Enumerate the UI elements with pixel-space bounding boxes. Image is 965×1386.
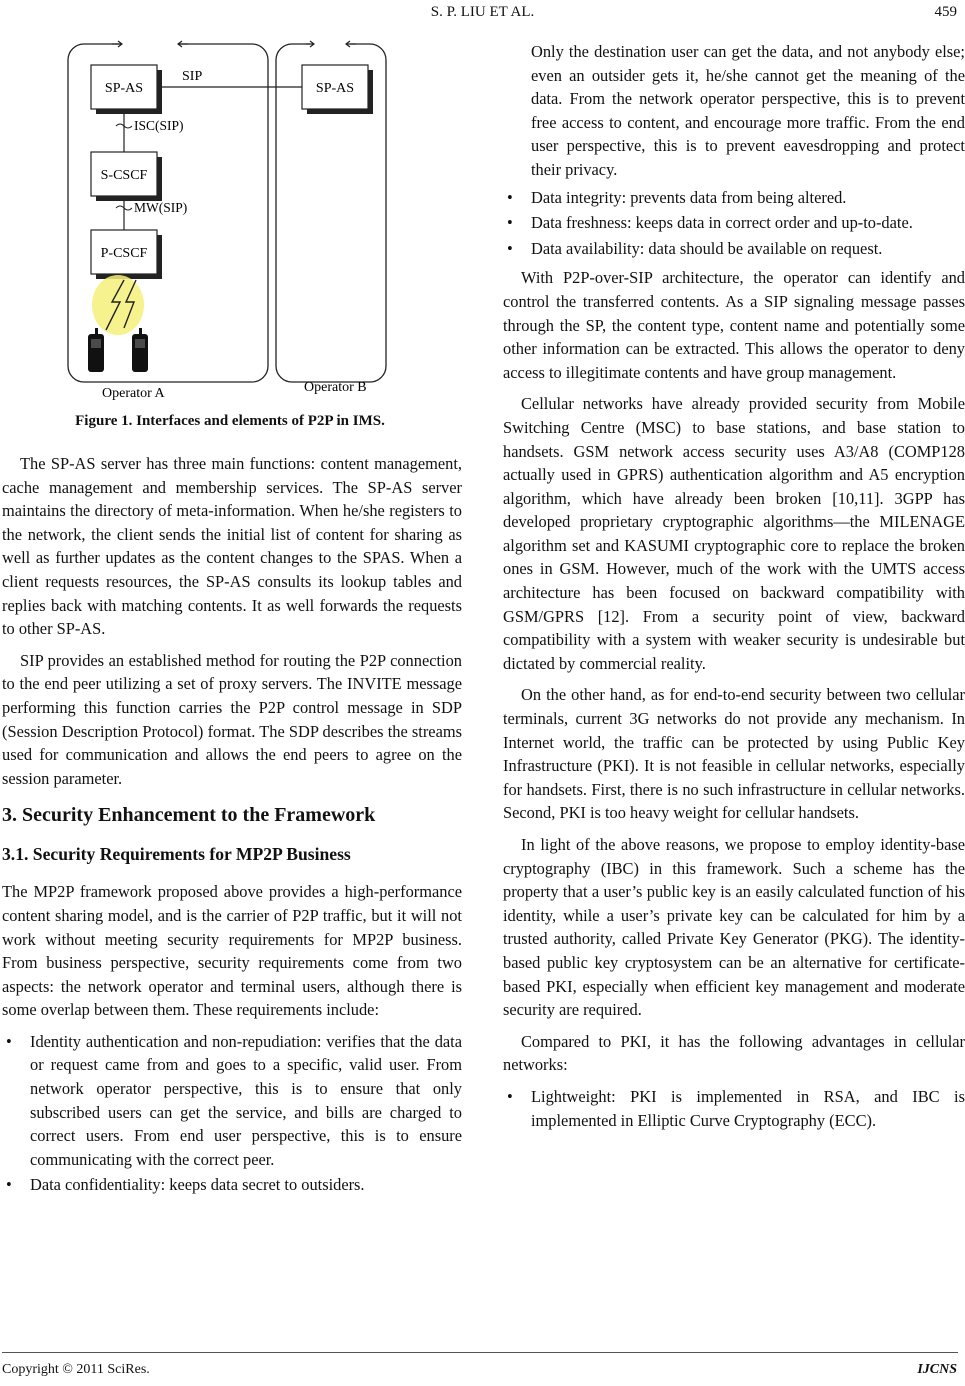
- journal-name: IJCNS: [917, 1362, 957, 1377]
- paragraph: On the other hand, as for end-to-end security between two cellular terminals, current 3G networks do not provide any mechanism. In Internet world, the traffic can be protected by using Public Key Infrastructure (PKI). It is not feasible in cellular networks, especially for handsets. First, there is no such infrastructure in cellular networks. Second, PKI is too heavy weight for cellular handsets.: [503, 685, 965, 823]
- spas-b-label: SP-AS: [315, 81, 355, 96]
- isc-label: ISC(SIP): [134, 118, 184, 133]
- list-item: • Data availability: data should be available on request.: [503, 237, 965, 261]
- paragraph: The MP2P framework proposed above provides a high-performance content sharing model, and is the carrier of P2P traffic, but it will not work without meeting security requirements for MP2P business. From business perspective, security requirements come from two aspects: the network operator and terminal users, although there is some overlap between them. These requirements include:: [2, 882, 462, 1020]
- bullet-icon: •: [507, 1086, 513, 1106]
- operator-b-label: Operator B: [304, 380, 367, 395]
- list-item: • Data freshness: keeps data in correct order and up-to-date.: [503, 211, 965, 235]
- bullet-icon: •: [507, 213, 513, 233]
- figure-caption: Figure 1. Interfaces and elements of P2P in IMS.: [75, 413, 385, 429]
- list-item: • Identity authentication and non-repudiation: verifies that the data or request came from and goes to a specific, valid user. From network operator perspective, this is to ensure that only subscribed users can get the service, and bills are charged to correct users. From end user perspective, this is to ensure communicating with the correct peer.: [6, 1031, 462, 1169]
- list-item: • Lightweight: PKI is implemented in RSA, and IBC is implemented in Elliptic Curve Cryptography (ECC).: [507, 1086, 965, 1130]
- running-head: S. P. LIU ET AL.: [430, 4, 535, 20]
- copyright: Copyright © 2011 SciRes.: [2, 1362, 150, 1377]
- handset-icon: [88, 328, 104, 372]
- list-item: • Data integrity: prevents data from being altered.: [503, 186, 965, 210]
- paragraph: The SP-AS server has three main functions: content management, cache management and membership services. The SP-AS server maintains the directory of meta-information. When he/she registers to the network, the client sends the initial list of content for sharing as well as further updates as the content changes to the SPAS. When a client requests resources, the SP-AS consults its lookup tables and replies back with matching contents. It as well forwards the requests to other SP-AS.: [2, 454, 462, 639]
- paragraph: With P2P-over-SIP architecture, the operator can identify and control the transferred contents. As a SIP signaling message passes through the SP, the content type, content name and potentially some other information can be extracted. This allows the operator to deny access to illegitimate contents and have group management.: [503, 268, 965, 382]
- paragraph: Cellular networks have already provided security from Mobile Switching Centre (MSC) to base stations, and base station to handsets. GSM network access security uses A3/A8 (COMP128 actually used in GPRS) authentication algorithm and A5 encryption algorithm, which have already been broken [10,11]. 3GPP has developed proprietary cryptographic algorithms—the MILENAGE algorithm set and KASUMI cryptographic core to replace the broken ones in GSM. However, much of the work with the UMTS access architecture has been focused on backward compatibility with GSM/GPRS [12]. From a security point of view, backward compatibility with a system with weaker security is undesirable but dictated by commercial reality.: [503, 394, 965, 673]
- bullet-icon: •: [507, 238, 513, 258]
- left-column: [2, 452, 462, 1203]
- subsection-heading: 3.1. Security Requirements for MP2P Business: [2, 844, 351, 865]
- section-heading: 3. Security Enhancement to the Framework: [2, 804, 376, 827]
- spas-a-label: SP-AS: [104, 81, 144, 96]
- figure-ims-p2p: [60, 40, 400, 410]
- bullet-icon: •: [6, 1175, 12, 1195]
- sip-label: SIP: [182, 69, 203, 84]
- list-item: • Data confidentiality: keeps data secret to outsiders.: [2, 1173, 462, 1197]
- bullet-icon: •: [6, 1031, 12, 1051]
- handset-icon: [132, 328, 148, 372]
- advantages-list: [503, 1085, 965, 1132]
- scscf-label: S-CSCF: [100, 168, 148, 183]
- requirements-list: [2, 1030, 462, 1197]
- paragraph: In light of the above reasons, we propose to employ identity-base cryptography (IBC) in this framework. Such a scheme has the property that a user’s public key is an easily calculated function of his identity, while a user’s private key can be calculated for him by a trusted authority, called Private Key Generator (PKG). The identity-based public key cryptosystem can be an alternative for certificate-based PKI, especially when efficient key management and moderate security are required.: [503, 835, 965, 1020]
- page-number: 459: [934, 4, 957, 20]
- operator-a-label: Operator A: [102, 386, 165, 401]
- paragraph: Compared to PKI, it has the following advantages in cellular networks:: [503, 1031, 965, 1075]
- list-item-continuation: Only the destination user can get the data, and not anybody else; even an outsider gets it, he/she cannot get the meaning of the data. From the network operator perspective, this is to prevent free access to content, and encourage more traffic. From the end user perspective, this is to prevent eavesdropping and protect their privacy.: [531, 42, 965, 179]
- bullet-icon: •: [507, 187, 513, 207]
- paragraph: SIP provides an established method for routing the P2P connection to the end peer utilizing a set of proxy servers. The INVITE message performing this function carries the P2P control message in SDP (Session Description Protocol) format. The SDP describes the streams used for communication and allows the end peers to agree on the session parameter.: [2, 650, 462, 788]
- pcscf-label: P-CSCF: [100, 246, 148, 261]
- footer-rule: [2, 1352, 958, 1353]
- right-column: [503, 40, 965, 1138]
- mw-label: MW(SIP): [134, 200, 188, 215]
- requirements-list-continued: [503, 186, 965, 261]
